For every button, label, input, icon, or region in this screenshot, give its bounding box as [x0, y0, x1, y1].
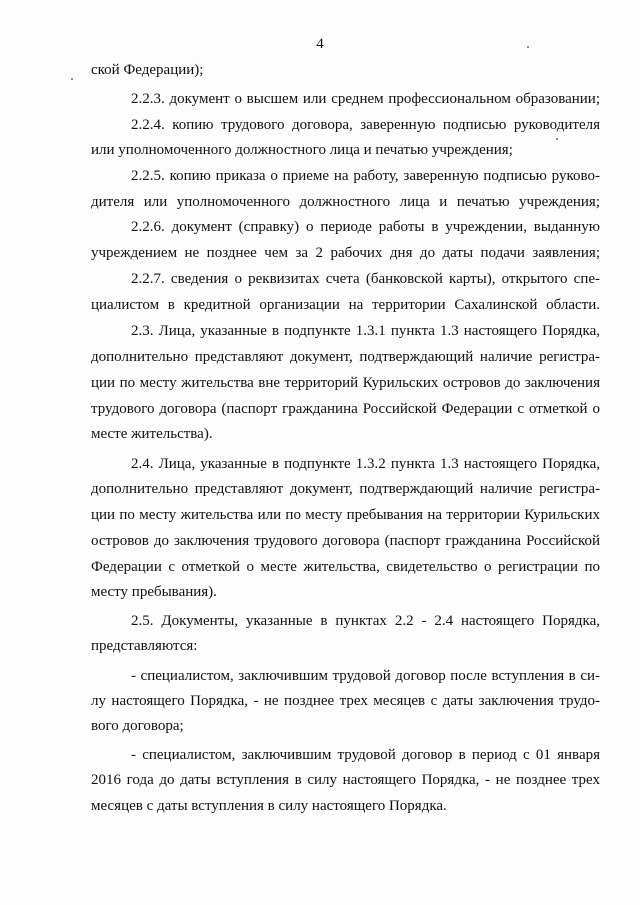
text-line: лу настоящего Порядка, - не позднее трех месяцев с даты заключения трудо- [91, 693, 600, 709]
text-line: месяцев с даты вступления в силу настоящего Порядка. [91, 798, 447, 814]
text-line: 2.5. Документы, указанные в пунктах 2.2 - 2.4 настоящего Порядка, [131, 613, 600, 629]
text-line: 2.2.6. документ (справку) о периоде работы в учреждении, выданную [131, 219, 600, 235]
text-line: или уполномоченного должностного лица и печатью учреждения; [91, 142, 513, 158]
text-line: - специалистом, заключившим трудовой договор в период с 01 января [131, 747, 600, 763]
page-number: 4 [316, 36, 324, 52]
text-line: 2.4. Лица, указанные в подпункте 1.3.2 пункта 1.3 настоящего Порядка, [131, 456, 600, 472]
text-line: 2.3. Лица, указанные в подпункте 1.3.1 пункта 1.3 настоящего Порядка, [131, 323, 600, 339]
text-line: 2.2.5. копию приказа о приеме на работу, заверенную подписью руково- [131, 168, 600, 184]
text-line: островов до заключения трудового договора (паспорт гражданина Российской [91, 533, 600, 549]
text-line: месте жительства). [91, 426, 213, 442]
text-line: - специалистом, заключившим трудовой договор после вступления в си- [131, 668, 600, 684]
text-line: Федерации с отметкой о месте жительства, свидетельство о регистрации по [91, 559, 600, 575]
text-line: вого договора; [91, 718, 184, 734]
text-line: ции по месту жительства или по месту пребывания на территории Курильских [91, 507, 600, 523]
text-line: месту пребывания). [91, 584, 217, 600]
text-line: дополнительно представляют документ, подтверждающий наличие регистра- [91, 349, 600, 365]
text-line: дополнительно представляют документ, подтверждающий наличие регистра- [91, 481, 600, 497]
text-line: ции по месту жительства вне территорий Курильских островов до заключения [91, 375, 600, 391]
text-line: 2.2.4. копию трудового договора, заверенную подписью руководителя [131, 117, 600, 133]
text-line: трудового договора (паспорт гражданина Российской Федерации с отметкой о [91, 401, 600, 417]
text-line: циалистом в кредитной организации на территории Сахалинской области. [91, 297, 600, 313]
scan-speck [527, 46, 529, 48]
text-line: учреждением не позднее чем за 2 рабочих дня до даты подачи заявления; [91, 245, 600, 261]
text-line: представляются: [91, 638, 198, 654]
scan-speck [71, 78, 73, 80]
text-line: дителя или уполномоченного должностного лица и печатью учреждения; [91, 194, 600, 210]
text-line: 2.2.3. документ о высшем или среднем профессиональном образовании; [131, 91, 600, 107]
text-line: 2016 года до даты вступления в силу настоящего Порядка, - не позднее трех [91, 772, 600, 788]
text-line: 2.2.7. сведения о реквизитах счета (банковской карты), открытого спе- [131, 271, 600, 287]
text-line: ской Федерации); [91, 62, 204, 78]
